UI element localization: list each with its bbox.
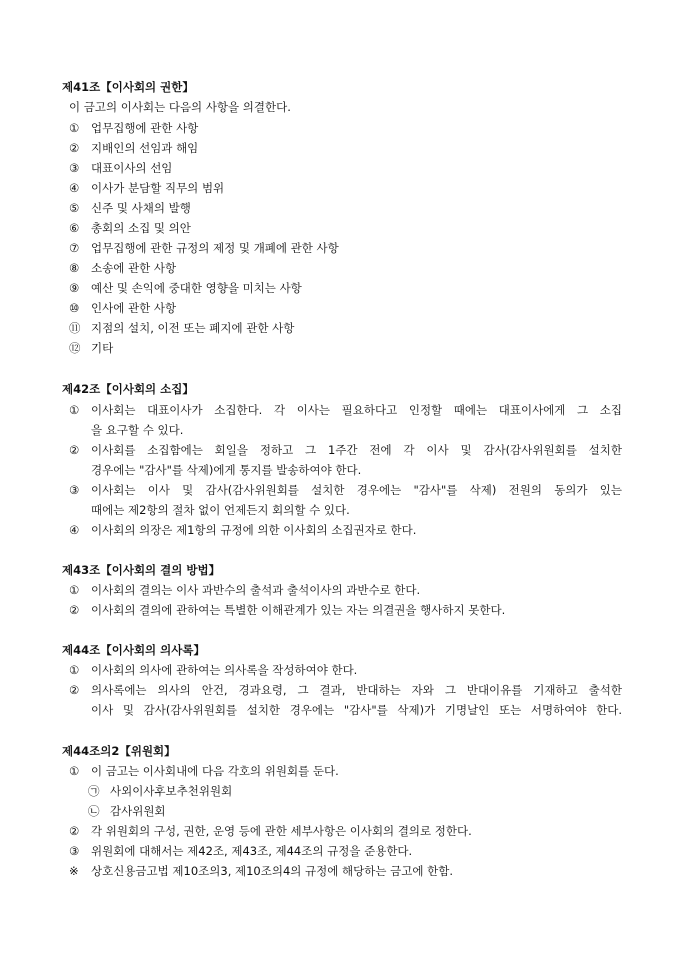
item-text: 이 금고는 이사회내에 다음 각호의 위원회를 둔다. (91, 764, 339, 778)
item-continuation: 을 요구할 수 있다. (91, 423, 184, 437)
item-marker: ③ (69, 161, 80, 175)
article-41-heading: 제41조【이사회의 권한】 (62, 80, 194, 94)
item-text: 업무집행에 관한 규정의 제정 및 개폐에 관한 사항 (91, 241, 339, 255)
list-item (69, 301, 176, 315)
item-marker: ① (69, 403, 80, 417)
item-text: 위원회에 대해서는 제42조, 제43조, 제44조의 규정을 준용한다. (91, 844, 413, 858)
item-marker: ② (69, 683, 80, 697)
list-item (69, 764, 339, 778)
item-text: 감사위원회 (110, 804, 166, 818)
item-marker: ④ (69, 181, 80, 195)
article-41-intro: 이 금고의 이사회는 다음의 사항을 의결한다. (69, 100, 291, 114)
article-44-2-heading: 제44조의2【위원회】 (62, 744, 176, 758)
list-item (69, 321, 294, 335)
item-text: 이사회는 대표이사가 소집한다. 각 이사는 필요하다고 인정할 때에는 대표이사에게 그 소집 (91, 403, 622, 417)
item-text: 지점의 설치, 이전 또는 폐지에 관한 사항 (91, 321, 295, 335)
item-continuation: 경우에는 "감사"를 삭제)에게 통지를 발송하여야 한다. (91, 463, 362, 477)
list-item (69, 483, 622, 497)
list-item (69, 824, 472, 838)
item-text: 지배인의 선임과 해임 (91, 141, 199, 155)
note-text: 상호신용금고법 제10조의3, 제10조의4의 규정에 해당하는 금고에 한함. (91, 864, 453, 878)
list-item (69, 261, 176, 275)
list-item (69, 161, 172, 175)
list-item (69, 281, 302, 295)
item-marker: ② (69, 603, 80, 617)
item-text: 의사록에는 의사의 안건, 경과요령, 그 결과, 반대하는 자와 그 반대이유를 기재하고 출석한 (91, 683, 622, 697)
list-item (69, 523, 416, 537)
item-text: 기타 (91, 341, 114, 355)
article-44-heading: 제44조【이사회의 의사록】 (62, 643, 205, 657)
article-43-heading: 제43조【이사회의 결의 방법】 (62, 563, 221, 577)
note-marker: ※ (69, 864, 79, 878)
item-text: 이사회의 의사에 관하여는 의사록을 작성하여야 한다. (91, 663, 358, 677)
item-text: 대표이사의 선임 (91, 161, 173, 175)
item-marker: ⑧ (69, 261, 80, 275)
item-marker: ① (69, 121, 80, 135)
item-text: 신주 및 사채의 발행 (91, 201, 191, 215)
item-marker: ③ (69, 483, 80, 497)
item-marker: ⑩ (69, 301, 80, 315)
list-item (69, 181, 224, 195)
list-item (69, 121, 198, 135)
list-item (69, 683, 622, 697)
item-text: 이사회를 소집함에는 회일을 정하고 그 1주간 전에 각 이사 및 감사(감사위원회를 설치한 (91, 443, 622, 457)
list-item (69, 403, 622, 417)
list-item (69, 844, 412, 858)
item-marker: ③ (69, 844, 80, 858)
note-item (69, 864, 453, 878)
item-marker: ② (69, 443, 80, 457)
item-continuation: 이사 및 감사(감사위원회를 설치한 경우에는 "감사"를 삭제)가 기명날인 또는 서명하여야 한다. (91, 703, 622, 717)
item-text: 사외이사후보추천위원회 (110, 784, 233, 798)
item-marker: ⑪ (69, 321, 81, 335)
list-item (69, 241, 339, 255)
item-marker: ⑦ (69, 241, 80, 255)
item-text: 총회의 소집 및 의안 (91, 221, 191, 235)
article-42-heading: 제42조【이사회의 소집】 (62, 382, 194, 396)
list-item (69, 583, 420, 597)
item-marker: ① (69, 583, 80, 597)
list-item (69, 603, 505, 617)
item-text: 이사회의 의장은 제1항의 규정에 의한 이사회의 소집권자로 한다. (91, 523, 417, 537)
item-marker: ⑨ (69, 281, 80, 295)
item-marker: ① (69, 663, 80, 677)
list-item (69, 341, 113, 355)
item-marker: ㉠ (88, 784, 100, 798)
item-text: 각 위원회의 구성, 권한, 운영 등에 관한 세부사항은 이사회의 결의로 정한다. (91, 824, 472, 838)
item-text: 인사에 관한 사항 (91, 301, 177, 315)
list-item (69, 221, 191, 235)
item-text: 업무집행에 관한 사항 (91, 121, 199, 135)
item-marker: ② (69, 824, 80, 838)
item-text: 이사회의 결의는 이사 과반수의 출석과 출석이사의 과반수로 한다. (91, 583, 421, 597)
item-marker: ⑥ (69, 221, 80, 235)
list-item (69, 141, 198, 155)
item-marker: ⑤ (69, 201, 80, 215)
item-marker: ㉡ (88, 804, 100, 818)
item-continuation: 때에는 제2항의 절차 없이 언제든지 회의할 수 있다. (91, 503, 350, 517)
item-marker: ④ (69, 523, 80, 537)
item-marker: ② (69, 141, 80, 155)
list-item (69, 663, 357, 677)
item-text: 소송에 관한 사항 (91, 261, 177, 275)
sub-item (88, 804, 166, 818)
item-text: 이사회는 이사 및 감사(감사위원회를 설치한 경우에는 "감사"를 삭제) 전원의 동의가 있는 (91, 483, 622, 497)
sub-item (88, 784, 232, 798)
list-item (69, 201, 191, 215)
list-item (69, 443, 622, 457)
item-marker: ⑫ (69, 341, 81, 355)
item-marker: ① (69, 764, 80, 778)
item-text: 이사가 분담할 직무의 범위 (91, 181, 225, 195)
item-text: 이사회의 결의에 관하여는 특별한 이해관계가 있는 자는 의결권을 행사하지 못한다. (91, 603, 506, 617)
item-text: 예산 및 손익에 중대한 영향을 미치는 사항 (91, 281, 302, 295)
